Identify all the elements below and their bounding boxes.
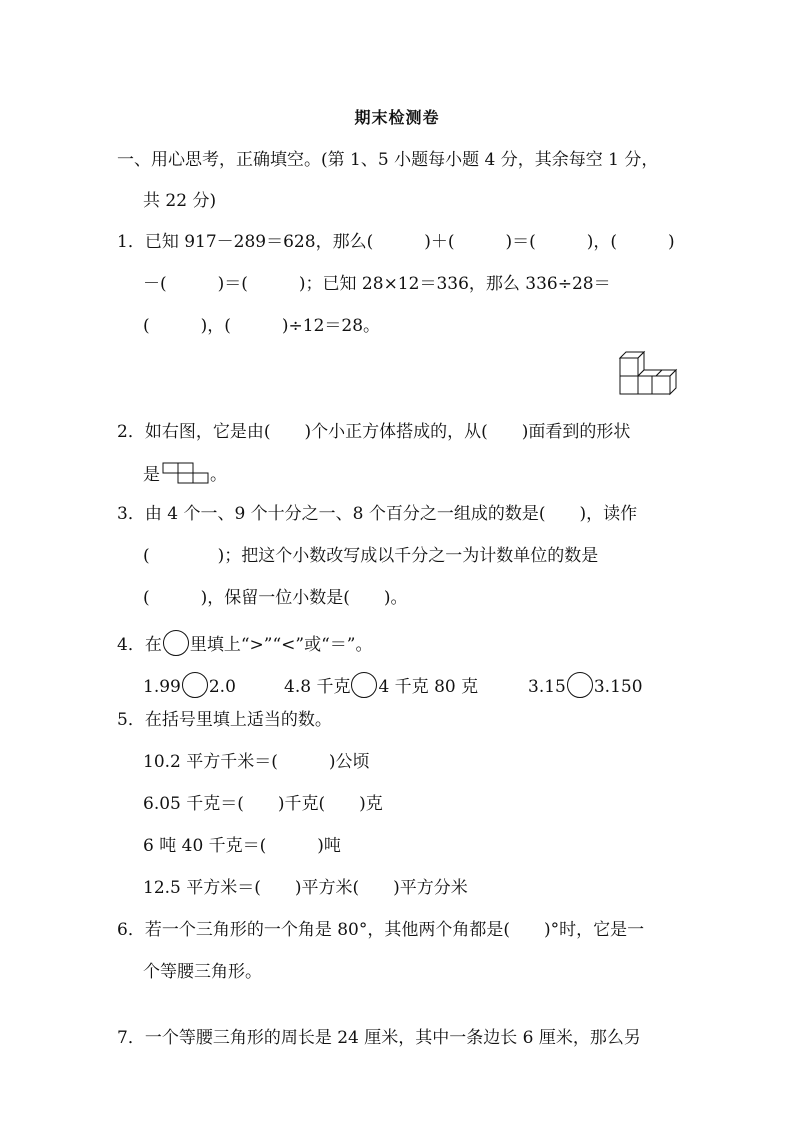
q7-line-1: 7．一个等腰三角形的周长是 24 厘米，其中一条边长 6 厘米，那么另 bbox=[117, 1028, 641, 1048]
q3-line-1: 3．由 4 个一、9 个十分之一、8 个百分之一组成的数是( )，读作 bbox=[117, 504, 638, 524]
q4-item-1 bbox=[143, 672, 236, 699]
section-1-heading: 一、用心思考，正确填空。(第 1、5 小题每小题 4 分，其余每空 1 分， bbox=[117, 150, 659, 170]
compare-circle-icon[interactable] bbox=[351, 672, 377, 698]
q1-line-1: 1．已知 917－289＝628，那么( )＋( )＝( )，( ) bbox=[117, 232, 675, 252]
section-1-heading-cont: 共 22 分) bbox=[143, 191, 217, 211]
compare-circle-icon[interactable] bbox=[567, 672, 593, 698]
q4-item-1-right: 2.0 bbox=[208, 677, 236, 697]
q4-prefix: 4．在 bbox=[117, 635, 162, 655]
q2-prefix: 是 bbox=[143, 465, 160, 485]
q4-item-3 bbox=[528, 672, 643, 699]
compare-circle-icon bbox=[163, 630, 189, 656]
q4-suffix: 里填上“>”“<”或“＝”。 bbox=[189, 635, 373, 655]
q4-item-2-left: 4.8 千克 bbox=[284, 677, 351, 697]
q2-suffix: 。 bbox=[210, 465, 227, 485]
page-title: 期末检测卷 bbox=[354, 108, 440, 127]
q5-item-2: 6.05 千克＝( )千克( )克 bbox=[143, 794, 383, 814]
compare-circle-icon[interactable] bbox=[182, 672, 208, 698]
q4-item-3-left: 3.15 bbox=[528, 677, 566, 697]
q3-line-2: ( )；把这个小数改写成以千分之一为计数单位的数是 bbox=[143, 546, 599, 566]
q5-item-1: 10.2 平方千米＝( )公顷 bbox=[143, 752, 370, 772]
q3-line-3: ( )，保留一位小数是( )。 bbox=[143, 588, 408, 608]
q6-line-1: 6．若一个三角形的一个角是 80°，其他两个角都是( )°时，它是一 bbox=[117, 920, 645, 940]
q5-item-3: 6 吨 40 千克＝( )吨 bbox=[143, 836, 341, 856]
q2-line-1: 2．如右图，它是由( )个小正方体搭成的，从( )面看到的形状 bbox=[117, 422, 631, 442]
q4-item-1-left: 1.99 bbox=[143, 677, 181, 697]
q1-line-2: －( )＝( )；已知 28×12＝336，那么 336÷28＝ bbox=[143, 274, 611, 294]
q1-line-3: ( )，( )÷12＝28。 bbox=[143, 316, 381, 336]
q4-item-2-right: 4 千克 80 克 bbox=[378, 677, 479, 697]
q4-item-2 bbox=[284, 672, 478, 699]
view-shape-icon bbox=[162, 462, 210, 484]
q4-line-1 bbox=[117, 630, 372, 657]
q4-item-3-right: 3.150 bbox=[593, 677, 643, 697]
q2-line-2 bbox=[143, 462, 227, 487]
q6-line-2: 个等腰三角形。 bbox=[143, 962, 262, 982]
q5-line-1: 5．在括号里填上适当的数。 bbox=[117, 710, 332, 730]
cube-stack-figure bbox=[614, 350, 678, 402]
q5-item-4: 12.5 平方米＝( )平方米( )平方分米 bbox=[143, 878, 468, 898]
